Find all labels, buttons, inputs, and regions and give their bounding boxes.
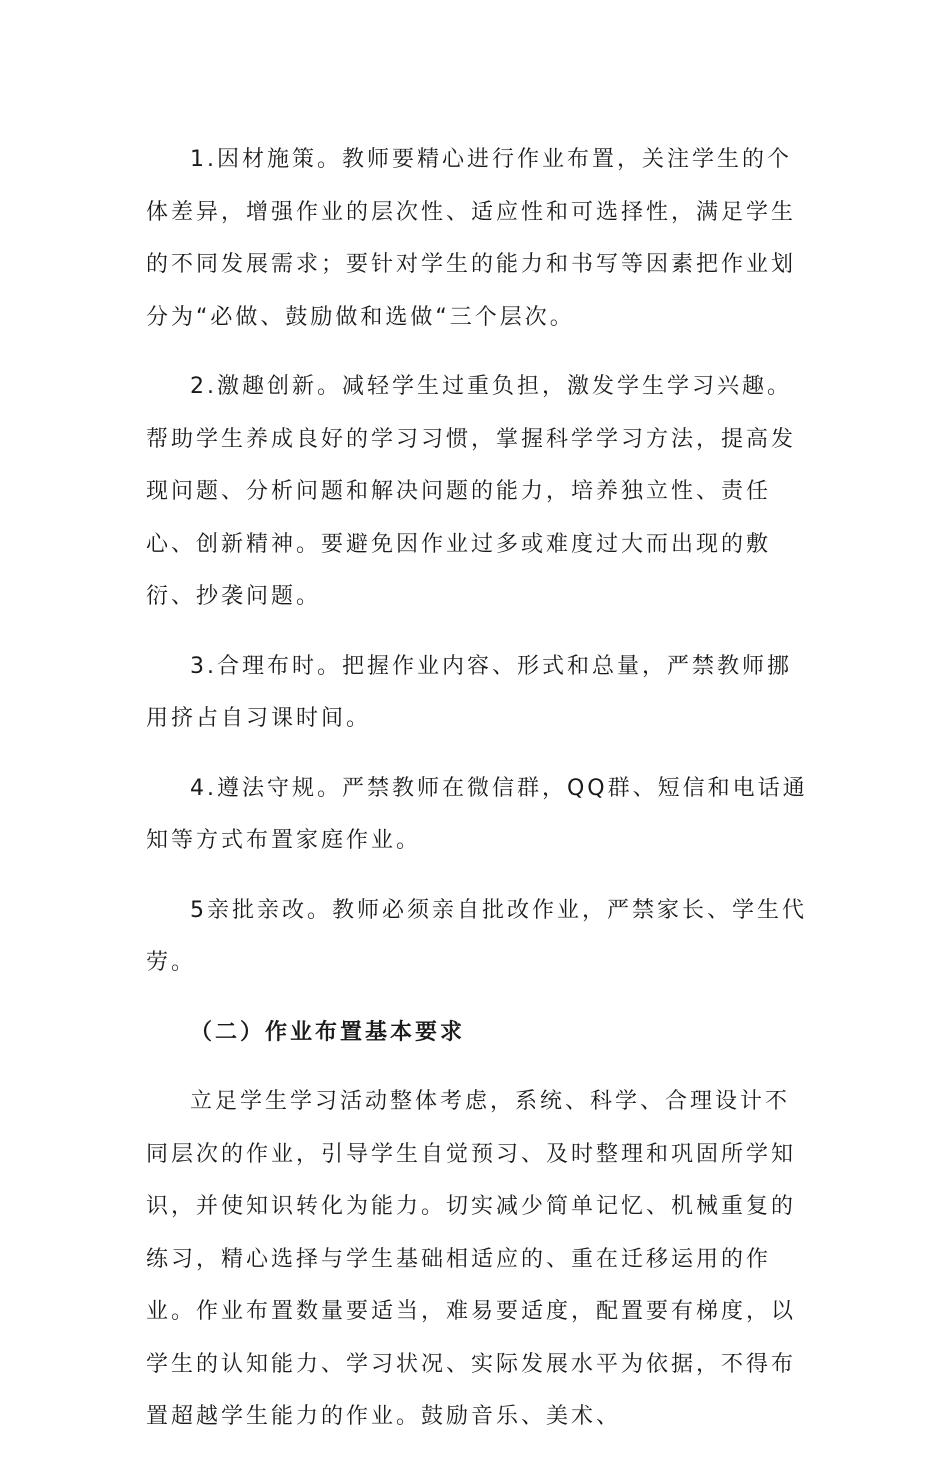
paragraph-5: 5亲批亲改。教师必须亲自批改作业，严禁家长、学生代劳。: [146, 897, 807, 975]
paragraph-3: 3.合理布时。把握作业内容、形式和总量，严禁教师挪用挤占自习课时间。: [146, 653, 792, 731]
document-body: [146, 134, 810, 1461]
paragraph-2: 2.激趣创新。减轻学生过重负担，激发学生学习兴趣。帮助学生养成良好的学习习惯，掌握科学学习方法，提高发现问题、分析问题和解决问题的能力，培养独立性、责任心、创新精神。要避免因作业过多或难度过大而出现的敷衍、抄袭问题。: [146, 374, 797, 609]
section-heading: （二）作业布置基本要求: [190, 1019, 466, 1045]
paragraph-6: 立足学生学习活动整体考虑，系统、科学、合理设计不同层次的作业，引导学生自觉预习、及时整理和巩固所学知识，并使知识转化为能力。切实减少简单记忆、机械重复的练习，精心选择与学生基础相适应的、重在迁移运用的作业。作业布置数量要适当，难易要适度，配置要有梯度，以学生的认知能力、学习状况、实际发展水平为依据，不得布置超越学生能力的作业。鼓励音乐、美术、: [146, 1089, 797, 1429]
paragraph-1: 1.因材施策。教师要精心进行作业布置，关注学生的个体差异，增强作业的层次性、适应性和可选择性，满足学生的不同发展需求；要针对学生的能力和书写等因素把作业划分为“必做、鼓励做和选做“三个层次。: [146, 147, 797, 330]
paragraph-4: 4.遵法守规。严禁教师在微信群，QQ群、短信和电话通知等方式布置家庭作业。: [146, 775, 808, 853]
